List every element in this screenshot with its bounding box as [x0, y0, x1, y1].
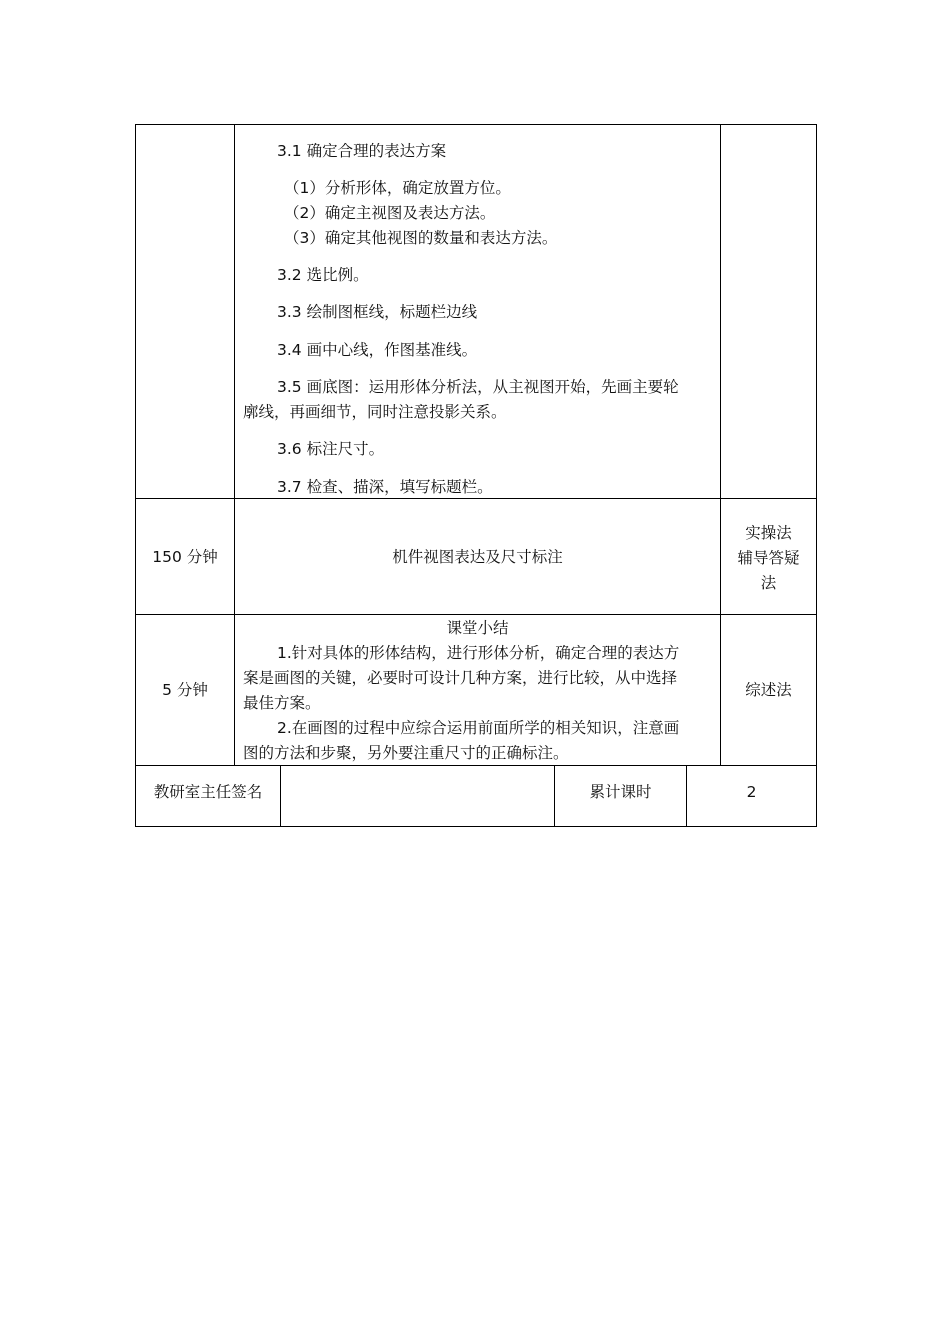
practice-method	[721, 521, 816, 596]
practice-time: 150 分钟	[152, 548, 218, 566]
summary-title: 课堂小结	[446, 619, 509, 637]
summary-method: 综述法	[745, 681, 792, 699]
step-3-5-line1: 3.5 画底图：运用形体分析法，从主视图开始，先画主要轮	[277, 378, 679, 396]
practice-method-line: 法	[760, 574, 777, 592]
summary-p1-line: 最佳方案。	[243, 694, 321, 712]
step-3-7: 3.7 检查、描深，填写标题栏。	[277, 478, 493, 496]
step-3-3: 3.3 绘制图框线，标题栏边线	[277, 303, 478, 321]
hours-label: 累计课时	[589, 783, 652, 801]
sign-label: 教研室主任签名	[153, 783, 263, 801]
summary-p2-line: 2.在画图的过程中应综合运用前面所学的相关知识，注意画	[277, 719, 680, 737]
practice-method-line: 实操法	[745, 524, 792, 542]
summary-p2-line: 图的方法和步聚，另外要注重尺寸的正确标注。	[243, 744, 569, 762]
step-3-4: 3.4 画中心线，作图基准线。	[277, 341, 478, 359]
summary-paragraph-1	[243, 641, 717, 766]
step-3-6: 3.6 标注尺寸。	[277, 440, 385, 458]
hours-value: 2	[746, 783, 757, 801]
step-3-1: 3.1 确定合理的表达方案	[277, 142, 447, 160]
summary-time: 5 分钟	[162, 681, 208, 699]
step-3-1-sub2: （2）确定主视图及表达方法。	[284, 204, 496, 222]
summary-p1-line: 案是画图的关键，必要时可设计几种方案，进行比较，从中选择	[243, 669, 678, 687]
step-3-2: 3.2 选比例。	[277, 266, 369, 284]
practice-method-line: 辅导答疑	[737, 549, 800, 567]
step-3-5-line2: 廓线，再画细节，同时注意投影关系。	[243, 403, 507, 421]
summary-p1-line: 1.针对具体的形体结构，进行形体分析，确定合理的表达方	[277, 644, 680, 662]
step-3-1-sub1: （1）分析形体，确定放置方位。	[284, 179, 511, 197]
practice-content: 机件视图表达及尺寸标注	[392, 548, 563, 566]
step-3-1-sub3: （3）确定其他视图的数量和表达方法。	[284, 229, 558, 247]
